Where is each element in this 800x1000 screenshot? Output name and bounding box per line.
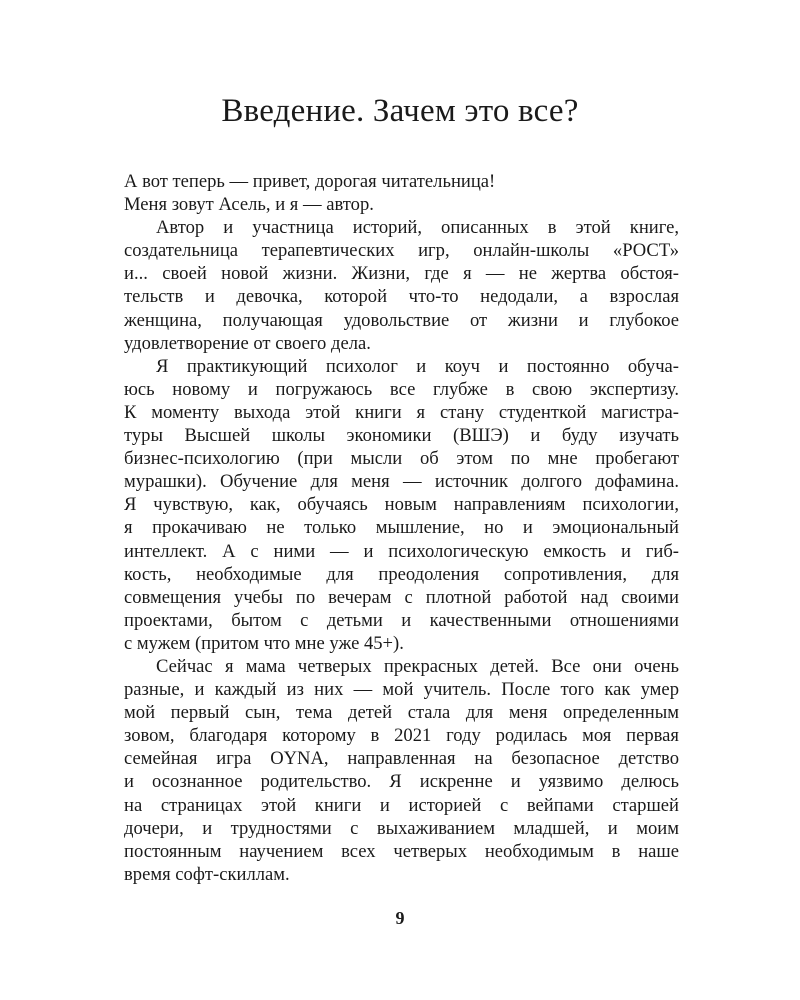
text-line: удовлетворение от своего дела. [124, 332, 371, 354]
text-line: мурашки). Обучение для меня — источник долгого дофамина. [124, 471, 679, 493]
text-line: А вот теперь — привет, дорогая читательница! [124, 171, 496, 192]
body-text [124, 170, 679, 886]
text-line: К моменту выхода этой книги я стану студенткой магистра- [124, 401, 679, 423]
text-line: Автор и участница историй, описанных в этой книге, [156, 217, 679, 239]
text-line: создательница терапевтических игр, онлайн-школы «РОСТ» [124, 240, 679, 262]
text-line: юсь новому и погружаюсь все глубже в свою экспертизу. [124, 378, 679, 400]
text-line: интеллект. А с ними — и психологическую емкость и гиб- [124, 540, 679, 562]
text-line: кость, необходимые для преодоления сопротивления, для [124, 563, 679, 585]
text-line: Я практикующий психолог и коуч и постоянно обуча- [156, 355, 679, 377]
text-line: и... своей новой жизни. Жизни, где я — не жертва обстоя- [124, 263, 679, 285]
page-number: 9 [395, 908, 405, 928]
text-line: с мужем (притом что мне уже 45+). [124, 632, 404, 654]
text-line: дочери, и трудностями с выхаживанием младшей, и моим [124, 817, 679, 839]
text-line: Я чувствую, как, обучаясь новым направлениям психологии, [124, 494, 679, 516]
text-line: постоянным научением всех четверых необходимым в наше [124, 840, 679, 862]
text-line: и осознанное родительство. Я искренне и уязвимо делюсь [124, 771, 679, 793]
text-line: разные, и каждый из них — мой учитель. После того как умер [124, 679, 679, 701]
text-line: Сейчас я мама четверых прекрасных детей. Все они очень [156, 655, 679, 677]
text-line: зовом, благодаря которому в 2021 году родилась моя первая [124, 725, 679, 747]
text-line: семейная игра OYNA, направленная на безопасное детство [124, 748, 679, 770]
text-line: женщина, получающая удовольствие от жизни и глубокое [124, 309, 679, 331]
text-line: бизнес-психологию (при мысли об этом по мне пробегают [124, 448, 679, 470]
text-line: тельств и девочка, которой что-то недодали, а взрослая [124, 286, 679, 308]
text-line: проектами, бытом с детьми и качественными отношениями [124, 609, 679, 631]
text-line: я прокачиваю не только мышление, но и эмоциональный [124, 517, 679, 539]
text-line: совмещения учебы по вечерам с плотной работой над своими [124, 586, 679, 608]
text-line: на страницах этой книги и историей с вейпами старшей [124, 794, 679, 816]
text-line: Меня зовут Асель, и я — автор. [124, 194, 374, 216]
text-line: туры Высшей школы экономики (ВШЭ) и буду изучать [124, 425, 679, 447]
text-line: время софт-скиллам. [124, 863, 290, 885]
text-line: мой первый сын, тема детей стала для меня определенным [124, 702, 679, 724]
chapter-title: Введение. Зачем это все? [221, 93, 579, 129]
